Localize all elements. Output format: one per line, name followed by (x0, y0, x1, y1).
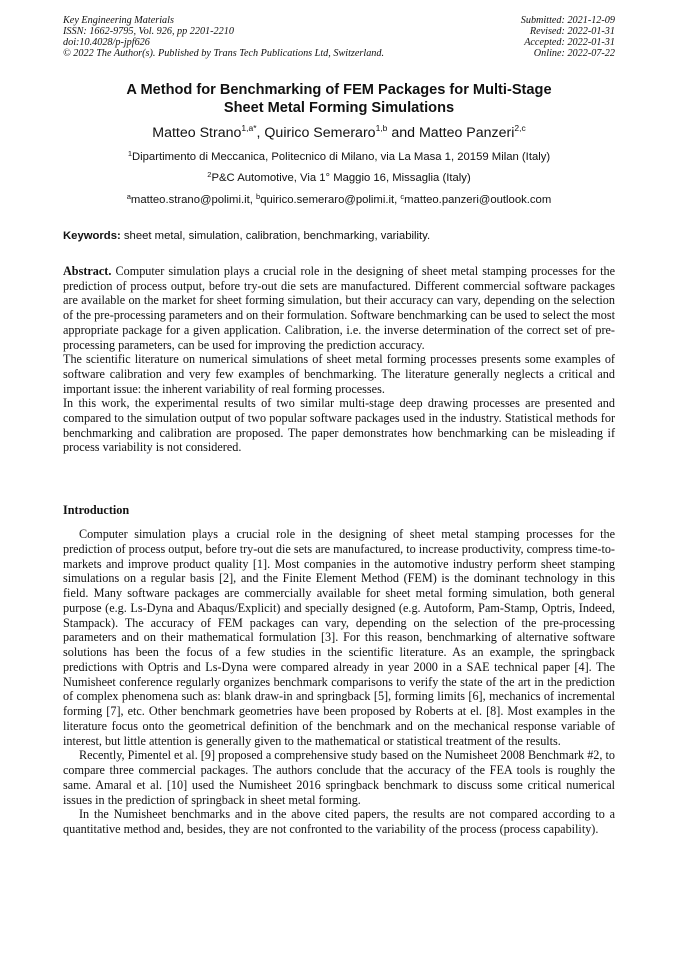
title-line-2: Sheet Metal Forming Simulations (223, 99, 455, 116)
journal-copyright: © 2022 The Author(s). Published by Trans Tech Publications Ltd, Switzerland. (63, 48, 385, 59)
journal-header (63, 15, 384, 59)
author-2: Quirico Semeraro (264, 125, 376, 141)
dates-header (521, 15, 615, 59)
abstract-label: Abstract. (63, 264, 112, 278)
paper-title (63, 82, 615, 117)
email-a-sup: a (126, 192, 131, 201)
author-3-sup: 2,c (514, 123, 526, 133)
abstract-paragraph-2: The scientific literature on numerical simulations of sheet metal forming processes presents some examples of software calibration and very few examples of benchmarking. The literature generally neglects a critical and important issue: the inherent variability of real forming processes. (63, 352, 615, 396)
author-1: Matteo Strano (152, 125, 242, 141)
date-revised: Revised: 2022-01-31 (529, 26, 615, 37)
affiliation-1-text: Dipartimento di Meccanica, Politecnico di Milano, via La Masa 1, 20159 Milan (Italy) (131, 151, 551, 163)
journal-name: Key Engineering Materials (63, 15, 174, 26)
date-online: Online: 2022-07-22 (533, 48, 615, 59)
title-line-1: A Method for Benchmarking of FEM Packages for Multi-Stage (126, 82, 552, 98)
author-list: Matteo Strano$^{1,a*}$, Quirico Semeraro$^{1,b}$ and Matteo Panzeri$^{2,c}$ (152, 123, 526, 141)
affiliation-1 (63, 150, 615, 164)
author-2-sup: 1,b (375, 123, 388, 133)
journal-doi: doi:10.4028/p-jpf626 (63, 37, 150, 48)
intro-paragraph-2: Recently, Pimentel et al. [9] proposed a comprehensive study based on the Numisheet 2008 Benchmark #2, to compare three commercial packages. The authors conclude that the accuracy of the FEA tools is roughly the same. Amaral et al. [10] used the Numisheet 2016 springback benchmark to discuss some critical numerical issues in the prediction of springback in sheet metal forming. (63, 748, 615, 807)
email-line (63, 193, 615, 207)
keywords-text: sheet metal, simulation, calibration, benchmarking, variability. (123, 230, 431, 242)
date-submitted: Submitted: 2021-12-09 (520, 15, 615, 26)
email-a[interactable]: matteo.strano@polimi.it, (130, 194, 253, 206)
affiliation-1-sup: 1 (127, 149, 132, 158)
abstract-paragraph-3: In this work, the experimental results of two similar multi-stage deep drawing processes are presented and compared to the simulation output of two popular software packages used in the industry. Statistical methods for benchmarking and calibration are proposed. The paper demonstrates how benchmarking can be misleading if process variability is not considered. (63, 396, 615, 455)
introduction-body (63, 527, 615, 837)
author-and: and (391, 125, 416, 141)
email-b[interactable]: quirico.semeraro@polimi.it, (260, 194, 398, 206)
abstract-text-1: Computer simulation plays a crucial role in the designing of sheet metal stamping processes for the prediction of process output, before try-out die sets are manufactured. Different commercial software packages are available on the market for sheet forming simulation, but their accuracy can vary, depending on the selection of the pre-processing parameters and on their formulation. Software benchmarking can be used to select the most appropriate package for a given application. Calibration, i.e. the inverse determination of the correct set of pre-processing parameters, can be used for improving the prediction accuracy. (63, 264, 616, 352)
keywords (63, 229, 615, 243)
author-1-sup: 1,a* (241, 123, 257, 133)
email-b-sup: b (256, 192, 261, 201)
affiliation-2 (63, 171, 615, 185)
journal-issn: ISSN: 1662-9795, Vol. 926, pp 2201-2210 (63, 26, 234, 37)
affiliation-2-text: P&C Automotive, Via 1° Maggio 16, Missaglia (Italy) (211, 172, 471, 184)
email-c[interactable]: matteo.panzeri@outlook.com (404, 194, 552, 206)
keywords-label: Keywords: (63, 230, 121, 242)
intro-paragraph-3: In the Numisheet benchmarks and in the above cited papers, the results are not compared according to a quantitative method and, besides, they are not confronted to the variability of the process (process capability). (63, 807, 615, 836)
date-accepted: Accepted: 2022-01-31 (524, 37, 615, 48)
author-3: Matteo Panzeri (418, 125, 515, 141)
affiliation-2-sup: 2 (207, 170, 212, 179)
introduction-heading: Introduction (63, 503, 130, 517)
email-c-sup: c (400, 192, 405, 201)
intro-paragraph-1: Computer simulation plays a crucial role in the designing of sheet metal stamping processes for the prediction of process output, before try-out die sets are manufactured, to increase productivity, compress time-to-markets and improve product quality [1]. Most companies in the automotive industry perform sheet stamping simulations on a regular basis [2], and the Finite Element Method (FEM) is the dominant technology in this field. Many software packages are commercially available for sheet metal forming simulation, both general purpose (e.g. Ls-Dyna and Abaqus/Explicit) and specially designed (e.g. Autoform, Pam-Stamp, Optris, Indeed, Stampack). The accuracy of FEM packages can vary, depending on the selection of the pre-processing parameters and on their mathematical formulation [3]. For this reason, benchmarking of alternative software solutions has been the focus of a few studies in the scientific literature. As an example, the springback predictions with Optris and Ls-Dyna were compared already in year 2000 in a SAE technical paper [4]. The Numisheet conference regularly organizes benchmark comparisons to verify the state of the art in the prediction of complex phenomena such as: blank draw-in and springback [5], forming limits [6], mechanics of incremental forming [7], etc. Other benchmark geometries have been proposed by Roberts at el. [8]. Most examples in the literature focus onto the geometrical definition of the benchmark and on the mechanical response variable of interest, but little attention is generally given to the mathematical or statistical treatment of the results. (63, 527, 615, 748)
abstract (63, 264, 615, 455)
abstract-paragraph-1 (63, 264, 615, 352)
